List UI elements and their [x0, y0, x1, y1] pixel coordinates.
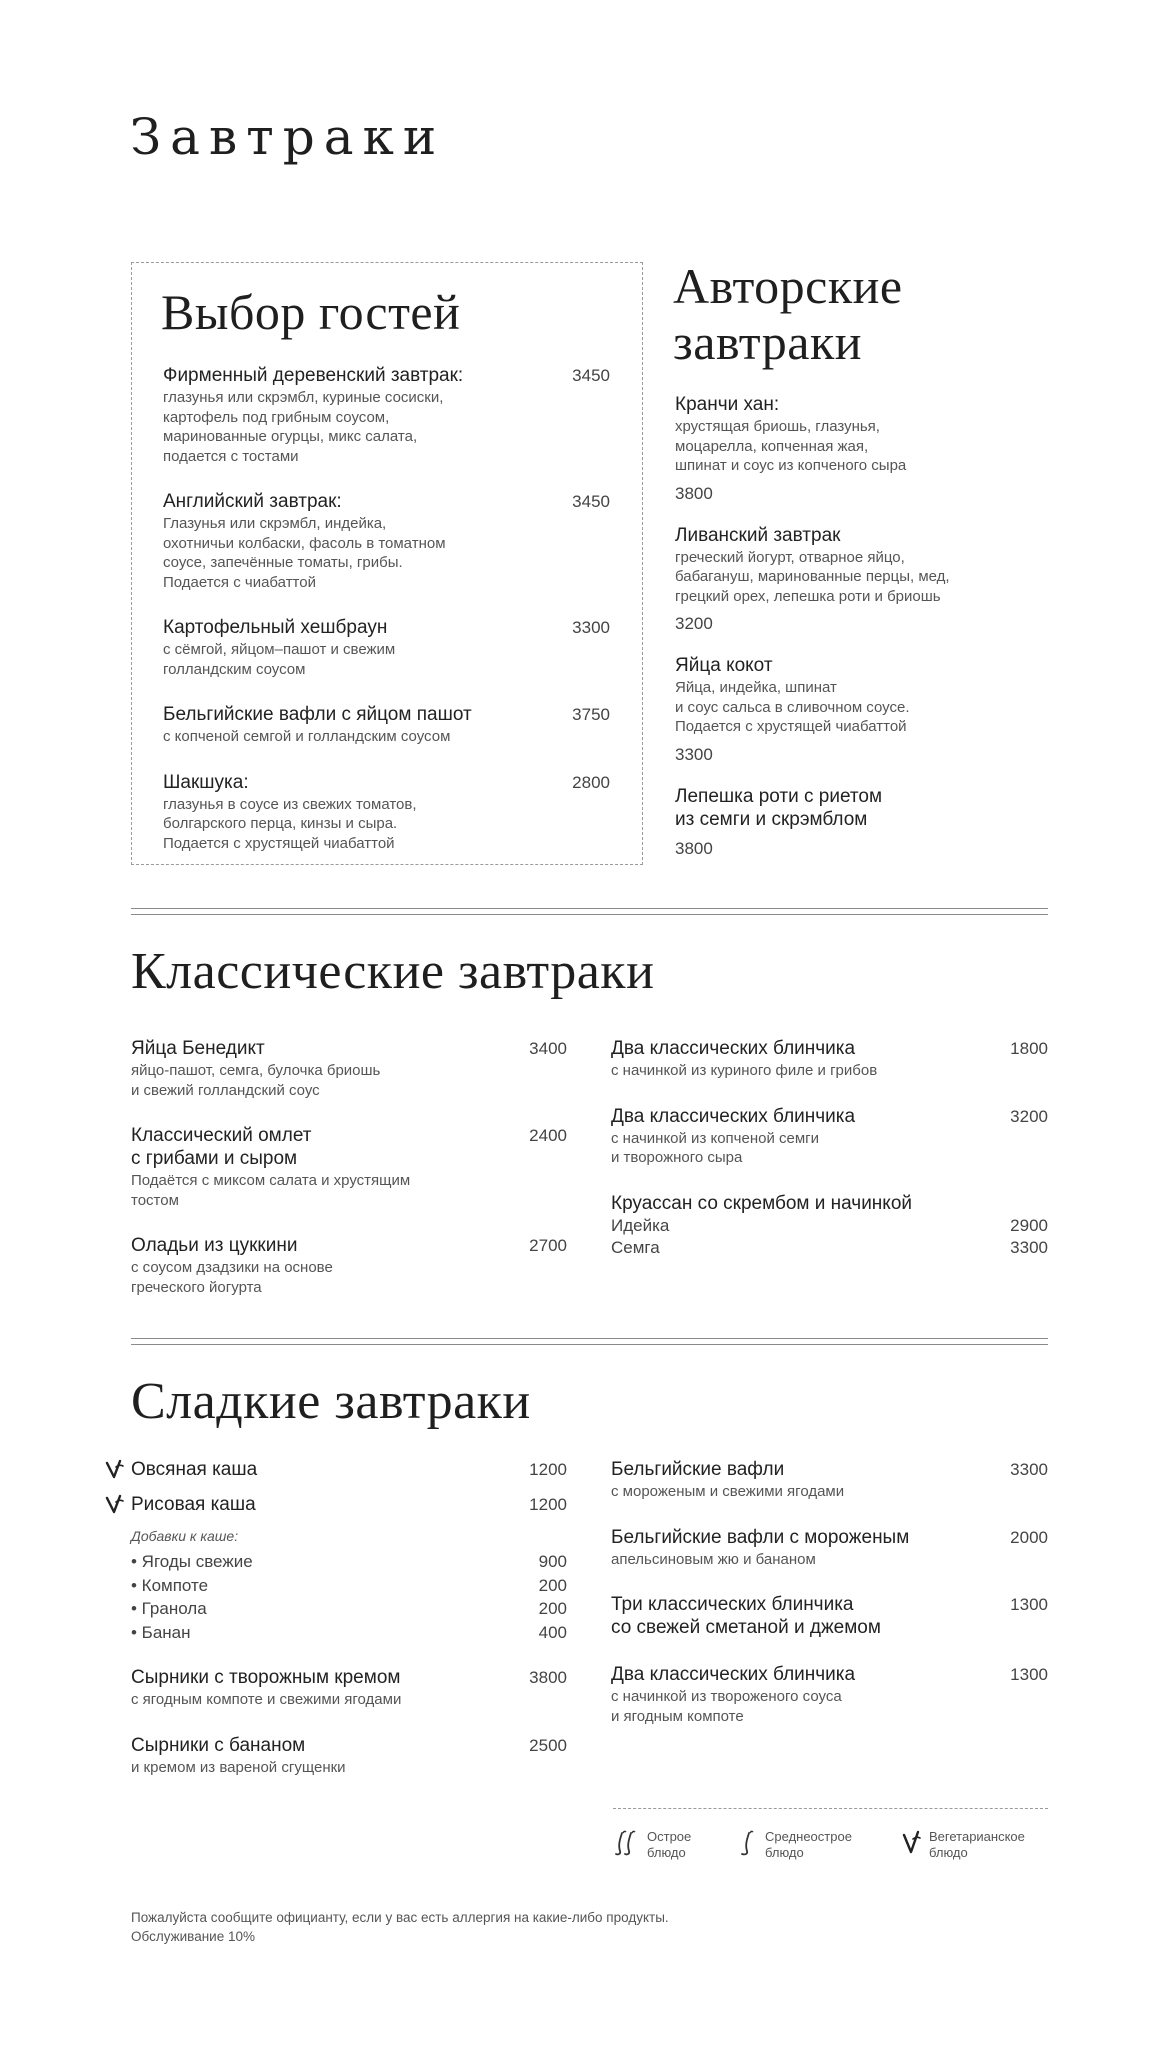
- menu-item-description: [611, 1061, 1048, 1081]
- menu-item-description-line: с копченой семгой и голландским соусом: [163, 728, 451, 745]
- classic-right-list: [611, 1037, 1048, 1259]
- addon-price: 200: [538, 1575, 567, 1595]
- menu-item-description: [131, 1171, 567, 1210]
- menu-item-description-line: моцарелла, копченная жая,: [675, 437, 869, 455]
- menu-item-price: 3450: [572, 366, 610, 385]
- menu-item: [131, 1734, 567, 1778]
- menu-item-description-line: глазунья или скрэмбл, куриные сосиски,: [163, 389, 444, 406]
- menu-item-description-line: с мороженым и свежими ягодами: [611, 1483, 845, 1500]
- menu-item-row: [163, 364, 610, 387]
- menu-item-price: 3800: [675, 483, 713, 503]
- menu-item-description-line: голландским соусом: [163, 660, 306, 678]
- menu-item: [611, 1663, 1048, 1726]
- author-title-line2: завтраки: [673, 314, 863, 370]
- menu-item-price: 1300: [1010, 1595, 1048, 1614]
- menu-item-description-line: болгарского перца, кинзы и сыра.: [163, 815, 398, 832]
- menu-item-price: 2500: [529, 1735, 567, 1755]
- menu-item-description-line: и соус сальса в сливочном соусе.: [675, 698, 910, 716]
- menu-item-row: [131, 1234, 567, 1257]
- addon-item: [131, 1621, 567, 1645]
- addon-item: [131, 1597, 567, 1621]
- allergy-note: Пожалуйста сообщите официанту, если у вас есть аллергия на какие-либо продукты.: [131, 1910, 669, 1925]
- croissant-option-label: Семга: [611, 1237, 660, 1257]
- menu-item-name: [611, 1458, 784, 1481]
- classic-title: Классические завтраки: [131, 943, 655, 1000]
- menu-item: [163, 616, 610, 679]
- legend: [613, 1808, 1048, 1860]
- menu-item-row: [131, 1124, 567, 1170]
- menu-item-name-line: Яйца Бенедикт: [131, 1038, 265, 1059]
- menu-item-row: [131, 1037, 567, 1060]
- menu-item-name-line: Бельгийские вафли с яйцом пашот: [163, 704, 472, 725]
- menu-item-description-line: с начинкой из копченой семги: [611, 1129, 820, 1147]
- menu-item-row: [163, 771, 610, 794]
- croissant-item: [611, 1192, 1048, 1259]
- menu-item: [163, 703, 610, 747]
- menu-item-description-line: греческий йогурт, отварное яйцо,: [675, 548, 905, 566]
- menu-item-name: [163, 364, 463, 387]
- menu-item-description-line: греческого йогурта: [131, 1278, 262, 1296]
- menu-item-name-line: Сырники с творожным кремом: [131, 1667, 401, 1688]
- addon-label: • Банан: [131, 1622, 191, 1642]
- menu-item-description-line: хрустящая бриошь, глазунья,: [675, 418, 880, 435]
- menu-item-name-line: Картофельный хешбраун: [163, 617, 388, 638]
- addon-label: • Гранола: [131, 1599, 207, 1618]
- menu-item-description: [611, 1550, 1048, 1570]
- menu-item-row: [163, 616, 610, 639]
- menu-item-name-line: Два классических блинчика: [611, 1664, 856, 1685]
- legend-medium: [737, 1829, 852, 1861]
- menu-item-description-line: тостом: [131, 1191, 179, 1209]
- menu-item-row: [163, 490, 610, 513]
- menu-item-description-line: с ягодным компоте и свежими ягодами: [131, 1691, 402, 1708]
- porridge-item: [131, 1493, 567, 1516]
- menu-item-row: [163, 703, 610, 726]
- menu-item-name: [675, 524, 840, 547]
- menu-item-price: 2700: [529, 1236, 567, 1255]
- menu-item-name: [675, 393, 779, 416]
- chili-icon: [737, 1829, 759, 1857]
- menu-item-name-line: со свежей сметаной и джемом: [611, 1617, 881, 1638]
- double-chili-icon: [613, 1829, 641, 1857]
- menu-item-description-line: с соусом дзадзики на основе: [131, 1259, 333, 1276]
- menu-item-description: [163, 795, 610, 854]
- menu-item-name: [675, 785, 882, 831]
- menu-item-name: [131, 1666, 400, 1689]
- menu-item: [611, 1105, 1048, 1168]
- menu-item-name: [131, 1037, 265, 1060]
- menu-item: [675, 393, 1055, 504]
- menu-item-name: [611, 1593, 881, 1639]
- croissant-option: [611, 1237, 1048, 1259]
- menu-item-description-line: с сёмгой, яйцом–пашот и свежим: [163, 641, 396, 658]
- menu-item-price: 3450: [572, 492, 610, 511]
- menu-item-name-line: Яйца кокот: [675, 655, 773, 676]
- menu-item-description: [131, 1258, 567, 1297]
- menu-item-name-line: Сырники с бананом: [131, 1734, 306, 1756]
- legend-spicy-line2: блюдо: [647, 1845, 686, 1860]
- menu-item: [131, 1666, 567, 1710]
- section-divider: [131, 908, 1048, 915]
- menu-item-description: [611, 1687, 1048, 1726]
- menu-item-description: [131, 1758, 567, 1778]
- menu-item-description-line: Подаётся с миксом салата и хрустящим: [131, 1172, 411, 1189]
- legend-medium-line1: Среднеострое: [765, 1829, 852, 1844]
- sweet-right-list: [611, 1458, 1048, 1726]
- menu-item-row: [611, 1526, 1048, 1549]
- menu-item-name: [163, 490, 342, 513]
- menu-item: [163, 364, 610, 466]
- menu-item-name-line: Два классических блинчика: [611, 1105, 856, 1127]
- croissant-option: [611, 1215, 1048, 1237]
- menu-item-description: [163, 727, 610, 747]
- vegetarian-icon: [105, 1459, 125, 1479]
- sweet-title: Сладкие завтраки: [131, 1373, 531, 1430]
- menu-item-description: [163, 640, 610, 679]
- croissant-name: Круассан со скрембом и начинкой: [611, 1192, 913, 1214]
- menu-item-name-line: Ливанский завтрак: [675, 524, 841, 546]
- menu-item-description-line: глазунья в соусе из свежих томатов,: [163, 795, 417, 813]
- menu-item-description: [611, 1129, 1048, 1168]
- menu-item-price: 3750: [572, 705, 610, 724]
- menu-item-name: [611, 1037, 855, 1060]
- menu-item-name-line: Классический омлет: [131, 1125, 312, 1146]
- menu-item: [611, 1458, 1048, 1502]
- section-divider: [131, 1338, 1048, 1345]
- menu-item-name-line: Бельгийские вафли: [611, 1459, 785, 1480]
- menu-item-row: [675, 654, 1055, 677]
- croissant-option-price: 3300: [1010, 1237, 1048, 1257]
- addons-list: [131, 1550, 567, 1644]
- menu-item-description: [163, 514, 610, 592]
- menu-item-description-line: подается с тостами: [163, 447, 299, 465]
- menu-item-description-line: Подается с чиабаттой: [163, 573, 316, 591]
- menu-item-description-line: Подается с хрустящей чиабаттой: [163, 834, 395, 852]
- menu-item-price: 3200: [1010, 1106, 1048, 1126]
- guest-choice-list: [163, 364, 610, 853]
- menu-item-name-line: Лепешка роти с риетом: [675, 785, 883, 807]
- author-title-line1: Авторские: [673, 258, 903, 314]
- menu-item-name: [163, 616, 387, 639]
- croissant-option-price: 2900: [1010, 1215, 1048, 1235]
- addon-price: 900: [538, 1552, 567, 1571]
- guest-choice-title: Выбор гостей: [161, 284, 461, 340]
- legend-medium-line2: блюдо: [765, 1845, 804, 1860]
- addons-title: Добавки к каше:: [131, 1528, 239, 1544]
- menu-item-description: [163, 388, 610, 466]
- service-note: Обслуживание 10%: [131, 1929, 255, 1944]
- menu-item-row: [675, 393, 1055, 416]
- menu-item-row: [131, 1666, 567, 1689]
- menu-item: [675, 785, 1055, 859]
- menu-item-row: [675, 524, 1055, 547]
- menu-item-price: 3300: [572, 618, 610, 637]
- porridge-price: 1200: [529, 1460, 567, 1479]
- menu-item-name-line: Оладьи из цуккини: [131, 1235, 298, 1256]
- menu-item-description-line: с начинкой из твороженого соуса: [611, 1688, 842, 1705]
- menu-item-name: [675, 654, 773, 677]
- menu-item-price: 1800: [1010, 1039, 1048, 1058]
- menu-item-description-line: и кремом из вареной сгущенки: [131, 1758, 346, 1776]
- menu-item: [131, 1124, 567, 1210]
- legend-spicy: [613, 1829, 691, 1861]
- porridge-price: 1200: [529, 1495, 567, 1514]
- legend-veg: [901, 1829, 1025, 1861]
- menu-item-description: [675, 548, 1055, 607]
- menu-item-name: [163, 703, 472, 726]
- classic-left-list: [131, 1037, 567, 1297]
- menu-item: [611, 1593, 1048, 1639]
- menu-item-description: [131, 1061, 567, 1100]
- menu-item-description-line: и ягодным компоте: [611, 1707, 744, 1725]
- porridge-item: [131, 1458, 567, 1481]
- footer: [131, 1908, 669, 1946]
- croissant-option-label: Идейка: [611, 1215, 670, 1235]
- menu-item-description-line: апельсиновым жю и бананом: [611, 1550, 816, 1568]
- menu-item-description-line: яйцо-пашот, семга, булочка бриошь: [131, 1062, 381, 1079]
- menu-item-description: [611, 1482, 1048, 1502]
- menu-item-description-line: картофель под грибным соусом,: [163, 408, 390, 426]
- legend-spicy-line1: Острое: [647, 1829, 692, 1844]
- menu-item-row: [131, 1734, 567, 1757]
- menu-item-name-line: Бельгийские вафли с мороженым: [611, 1526, 910, 1548]
- menu-item-name-line: из семги и скрэмблом: [675, 808, 868, 830]
- addon-label: • Компоте: [131, 1575, 209, 1595]
- menu-item-price: 3300: [675, 744, 713, 764]
- menu-item-name: [163, 771, 249, 794]
- menu-item-description-line: с начинкой из куриного филе и грибов: [611, 1062, 878, 1079]
- menu-item-description-line: Глазунья или скрэмбл, индейка,: [163, 515, 387, 532]
- menu-item-description-line: грецкий орех, лепешка роти и бриошь: [675, 587, 941, 605]
- menu-item: [163, 771, 610, 854]
- menu-item-description-line: и свежий голландский соус: [131, 1081, 320, 1099]
- menu-item: [675, 524, 1055, 635]
- menu-item-name-line: Два классических блинчика: [611, 1038, 856, 1059]
- menu-item-name: [131, 1124, 311, 1170]
- menu-item-description: [675, 417, 1055, 476]
- menu-item-price: 3800: [675, 838, 713, 858]
- menu-item-description-line: маринованные огурцы, микс салата,: [163, 428, 418, 445]
- porridge-name: Овсяная каша: [131, 1459, 258, 1480]
- menu-item-name-line: Три классических блинчика: [611, 1594, 854, 1615]
- page-title: Завтраки: [130, 108, 446, 166]
- vegetarian-icon: [901, 1829, 923, 1855]
- menu-item-name-line: с грибами и сыром: [131, 1148, 298, 1169]
- menu-item-price: 2800: [572, 772, 610, 792]
- menu-item-price: 3400: [529, 1039, 567, 1058]
- author-list: [675, 393, 1055, 859]
- menu-item: [131, 1234, 567, 1297]
- menu-item-price: 3800: [529, 1668, 567, 1687]
- menu-item-name-line: Фирменный деревенский завтрак:: [163, 365, 464, 386]
- menu-item-price: 2400: [529, 1126, 567, 1145]
- addon-price: 200: [538, 1599, 567, 1618]
- addon-item: [131, 1550, 567, 1574]
- menu-item-name: [611, 1663, 855, 1686]
- author-title: [673, 258, 903, 370]
- menu-item-name: [611, 1105, 855, 1128]
- menu-item-description-line: Яйца, индейка, шпинат: [675, 679, 837, 696]
- addon-label: • Ягоды свежие: [131, 1552, 253, 1571]
- menu-item-name: [131, 1234, 297, 1257]
- menu-item-price: 3300: [1010, 1460, 1048, 1479]
- menu-item-description-line: бабагануш, маринованные перцы, мед,: [675, 568, 950, 585]
- porridge-name: Рисовая каша: [131, 1494, 256, 1515]
- menu-item: [675, 654, 1055, 765]
- menu-item-name: [131, 1734, 305, 1757]
- menu-item: [163, 490, 610, 592]
- menu-item: [611, 1526, 1048, 1570]
- menu-item-description-line: охотничьи колбаски, фасоль в томатном: [163, 534, 446, 552]
- sweet-left-list: [131, 1666, 567, 1777]
- menu-item-name-line: Английский завтрак:: [163, 491, 342, 512]
- menu-item-price: 3200: [675, 614, 713, 633]
- menu-item-name-line: Шакшука:: [163, 771, 249, 793]
- menu-item-row: [611, 1037, 1048, 1060]
- legend-veg-line1: Вегетарианское: [929, 1829, 1025, 1844]
- menu-item: [131, 1037, 567, 1100]
- menu-item: [611, 1037, 1048, 1081]
- sweet-left-column: [131, 1458, 567, 1777]
- menu-item-description-line: соусе, запечённые томаты, грибы.: [163, 554, 403, 571]
- menu-item-description-line: Подается с хрустящей чиабаттой: [675, 718, 907, 735]
- menu-item-description-line: шпинат и соус из копченого сыра: [675, 457, 907, 474]
- menu-item-price: 2000: [1010, 1527, 1048, 1547]
- menu-item-description: [675, 678, 1055, 737]
- menu-item-row: [611, 1593, 1048, 1639]
- addon-price: 400: [538, 1622, 567, 1642]
- menu-item-row: [611, 1458, 1048, 1481]
- menu-item-row: [675, 785, 1055, 831]
- menu-item-name-line: Кранчи хан:: [675, 394, 780, 415]
- menu-item-description: [131, 1690, 567, 1710]
- menu-item-price: 1300: [1010, 1665, 1048, 1684]
- legend-veg-line2: блюдо: [929, 1845, 968, 1860]
- menu-item-name: [611, 1526, 909, 1549]
- vegetarian-icon: [105, 1494, 125, 1514]
- menu-item-row: [611, 1663, 1048, 1686]
- addon-item: [131, 1574, 567, 1598]
- menu-item-row: [611, 1105, 1048, 1128]
- menu-item-description-line: и творожного сыра: [611, 1149, 743, 1166]
- porridge-list: [131, 1458, 567, 1516]
